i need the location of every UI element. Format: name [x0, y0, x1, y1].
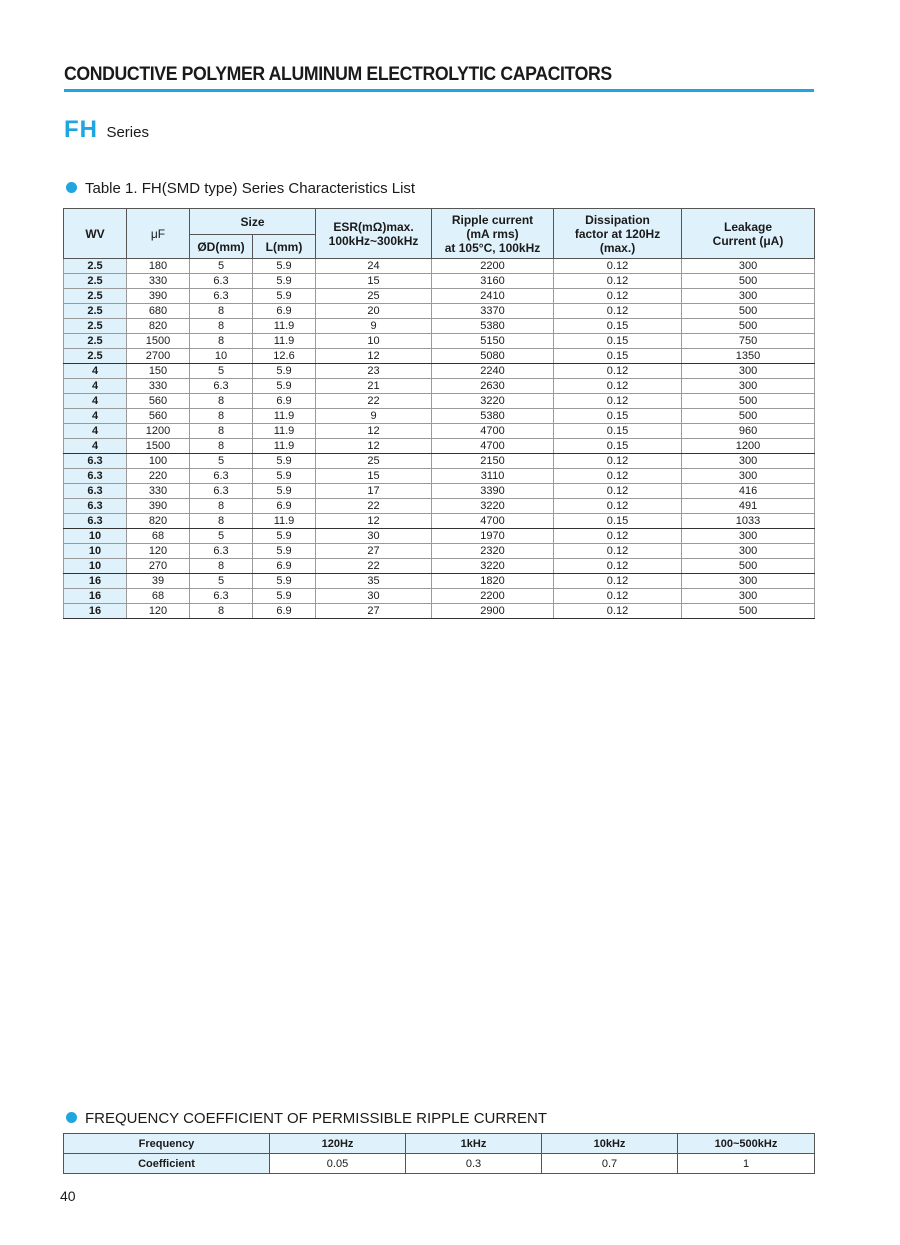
characteristics-body — [64, 259, 815, 619]
table-row — [64, 259, 815, 274]
cell-capacitance: 68 — [127, 529, 190, 544]
cell-length: 6.9 — [253, 499, 316, 514]
table-row — [64, 349, 815, 364]
series-code: FH — [64, 116, 98, 143]
table1-caption — [66, 180, 415, 197]
cell-df: 0.12 — [554, 364, 682, 379]
cell-length: 11.9 — [253, 334, 316, 349]
cell-esr: 22 — [316, 499, 432, 514]
cell-df: 0.15 — [554, 319, 682, 334]
freq-heading-text: FREQUENCY COEFFICIENT OF PERMISSIBLE RIPPLE CURRENT — [85, 1110, 548, 1127]
cell-wv: 10 — [64, 544, 127, 559]
cell-length: 12.6 — [253, 349, 316, 364]
cell-wv: 4 — [64, 379, 127, 394]
cell-esr: 22 — [316, 394, 432, 409]
cell-leakage: 500 — [682, 559, 815, 574]
cell-diameter: 5 — [190, 259, 253, 274]
cell-ripple: 3110 — [432, 469, 554, 484]
cell-capacitance: 560 — [127, 409, 190, 424]
cell-esr: 12 — [316, 514, 432, 529]
cell-esr: 21 — [316, 379, 432, 394]
coefficient-label: Coefficient — [64, 1154, 270, 1174]
cell-capacitance: 1500 — [127, 334, 190, 349]
cell-leakage: 1350 — [682, 349, 815, 364]
cell-leakage: 416 — [682, 484, 815, 499]
title-rule — [64, 89, 814, 92]
coefficient-cell: 0.05 — [270, 1154, 406, 1174]
cell-wv: 2.5 — [64, 319, 127, 334]
cell-length: 11.9 — [253, 514, 316, 529]
frequency-cell: 10kHz — [542, 1134, 678, 1154]
cell-diameter: 6.3 — [190, 379, 253, 394]
characteristics-table — [63, 208, 815, 619]
cell-esr: 12 — [316, 424, 432, 439]
cell-length: 5.9 — [253, 574, 316, 589]
cell-df: 0.12 — [554, 394, 682, 409]
cell-length: 5.9 — [253, 289, 316, 304]
cell-df: 0.15 — [554, 439, 682, 454]
cell-df: 0.12 — [554, 274, 682, 289]
table-row — [64, 469, 815, 484]
header-uf: μF — [127, 209, 190, 259]
cell-capacitance: 270 — [127, 559, 190, 574]
cell-wv: 16 — [64, 574, 127, 589]
cell-esr: 12 — [316, 349, 432, 364]
cell-capacitance: 120 — [127, 544, 190, 559]
cell-length: 5.9 — [253, 589, 316, 604]
cell-diameter: 8 — [190, 604, 253, 619]
table-row — [64, 364, 815, 379]
cell-leakage: 300 — [682, 364, 815, 379]
cell-diameter: 8 — [190, 409, 253, 424]
cell-ripple: 4700 — [432, 514, 554, 529]
table-row — [64, 274, 815, 289]
cell-capacitance: 390 — [127, 499, 190, 514]
cell-ripple: 5380 — [432, 409, 554, 424]
cell-wv: 4 — [64, 439, 127, 454]
cell-df: 0.12 — [554, 559, 682, 574]
cell-diameter: 5 — [190, 454, 253, 469]
cell-diameter: 8 — [190, 304, 253, 319]
table-row — [64, 304, 815, 319]
table-row — [64, 334, 815, 349]
freq-heading — [66, 1110, 547, 1127]
cell-ripple: 1970 — [432, 529, 554, 544]
cell-esr: 27 — [316, 604, 432, 619]
cell-leakage: 300 — [682, 529, 815, 544]
cell-ripple: 5150 — [432, 334, 554, 349]
coefficient-cell: 0.3 — [406, 1154, 542, 1174]
cell-diameter: 8 — [190, 439, 253, 454]
cell-wv: 6.3 — [64, 454, 127, 469]
cell-length: 5.9 — [253, 544, 316, 559]
frequency-label: Frequency — [64, 1134, 270, 1154]
cell-diameter: 5 — [190, 574, 253, 589]
header-esr — [316, 209, 432, 259]
cell-capacitance: 330 — [127, 484, 190, 499]
cell-capacitance: 680 — [127, 304, 190, 319]
cell-length: 5.9 — [253, 259, 316, 274]
cell-diameter: 8 — [190, 499, 253, 514]
cell-leakage: 750 — [682, 334, 815, 349]
cell-ripple: 3220 — [432, 559, 554, 574]
cell-diameter: 8 — [190, 514, 253, 529]
frequency-cell: 100~500kHz — [678, 1134, 815, 1154]
cell-capacitance: 100 — [127, 454, 190, 469]
bullet-icon — [66, 182, 77, 193]
cell-leakage: 1200 — [682, 439, 815, 454]
cell-capacitance: 330 — [127, 379, 190, 394]
cell-wv: 2.5 — [64, 289, 127, 304]
cell-capacitance: 390 — [127, 289, 190, 304]
cell-capacitance: 330 — [127, 274, 190, 289]
table-row — [64, 544, 815, 559]
cell-esr: 30 — [316, 589, 432, 604]
cell-diameter: 8 — [190, 559, 253, 574]
cell-capacitance: 560 — [127, 394, 190, 409]
cell-ripple: 2900 — [432, 604, 554, 619]
cell-leakage: 300 — [682, 589, 815, 604]
table-row — [64, 379, 815, 394]
frequency-row — [64, 1134, 815, 1154]
cell-wv: 16 — [64, 589, 127, 604]
cell-ripple: 3220 — [432, 499, 554, 514]
header-esr-line1: ESR(mΩ)max. — [333, 219, 414, 234]
table-row — [64, 574, 815, 589]
cell-wv: 6.3 — [64, 499, 127, 514]
cell-wv: 10 — [64, 559, 127, 574]
table-row — [64, 499, 815, 514]
cell-diameter: 8 — [190, 334, 253, 349]
cell-df: 0.15 — [554, 514, 682, 529]
cell-wv: 2.5 — [64, 304, 127, 319]
cell-length: 11.9 — [253, 319, 316, 334]
cell-wv: 2.5 — [64, 259, 127, 274]
cell-df: 0.12 — [554, 379, 682, 394]
cell-ripple: 4700 — [432, 424, 554, 439]
table-row — [64, 559, 815, 574]
cell-ripple: 3160 — [432, 274, 554, 289]
frequency-coefficient-table — [63, 1133, 815, 1174]
frequency-cell: 120Hz — [270, 1134, 406, 1154]
cell-wv: 4 — [64, 364, 127, 379]
cell-leakage: 500 — [682, 319, 815, 334]
cell-diameter: 6.3 — [190, 544, 253, 559]
cell-leakage: 1033 — [682, 514, 815, 529]
cell-ripple: 2150 — [432, 454, 554, 469]
cell-length: 5.9 — [253, 529, 316, 544]
cell-leakage: 300 — [682, 544, 815, 559]
cell-leakage: 500 — [682, 394, 815, 409]
coefficient-cell: 1 — [678, 1154, 815, 1174]
cell-capacitance: 220 — [127, 469, 190, 484]
frequency-cell: 1kHz — [406, 1134, 542, 1154]
cell-esr: 27 — [316, 544, 432, 559]
cell-leakage: 500 — [682, 604, 815, 619]
header-df — [554, 209, 682, 259]
table1-caption-text: Table 1. FH(SMD type) Series Characteristics List — [85, 180, 416, 197]
cell-leakage: 300 — [682, 574, 815, 589]
cell-wv: 2.5 — [64, 349, 127, 364]
cell-df: 0.12 — [554, 469, 682, 484]
cell-capacitance: 120 — [127, 604, 190, 619]
cell-diameter: 6.3 — [190, 289, 253, 304]
cell-ripple: 2630 — [432, 379, 554, 394]
header-leakage-line1: Leakage — [724, 219, 773, 234]
cell-capacitance: 2700 — [127, 349, 190, 364]
cell-ripple: 3390 — [432, 484, 554, 499]
cell-esr: 35 — [316, 574, 432, 589]
cell-wv: 4 — [64, 394, 127, 409]
cell-df: 0.12 — [554, 304, 682, 319]
cell-esr: 12 — [316, 439, 432, 454]
series-heading — [64, 116, 149, 144]
cell-df: 0.15 — [554, 424, 682, 439]
series-word: Series — [106, 124, 149, 141]
cell-df: 0.12 — [554, 574, 682, 589]
cell-diameter: 5 — [190, 529, 253, 544]
cell-leakage: 300 — [682, 454, 815, 469]
cell-esr: 23 — [316, 364, 432, 379]
cell-length: 6.9 — [253, 559, 316, 574]
cell-df: 0.12 — [554, 289, 682, 304]
header-ripple-line2: (mA rms) — [466, 226, 519, 241]
table-row — [64, 394, 815, 409]
cell-wv: 6.3 — [64, 469, 127, 484]
header-wv: WV — [64, 209, 127, 259]
table-row — [64, 409, 815, 424]
cell-length: 5.9 — [253, 364, 316, 379]
cell-df: 0.12 — [554, 454, 682, 469]
cell-wv: 10 — [64, 529, 127, 544]
cell-wv: 6.3 — [64, 484, 127, 499]
cell-diameter: 5 — [190, 364, 253, 379]
cell-leakage: 300 — [682, 379, 815, 394]
header-ripple-line1: Ripple current — [451, 212, 534, 227]
cell-esr: 10 — [316, 334, 432, 349]
cell-ripple: 5080 — [432, 349, 554, 364]
cell-esr: 9 — [316, 409, 432, 424]
header-length: L(mm) — [253, 235, 316, 259]
cell-leakage: 500 — [682, 304, 815, 319]
cell-df: 0.12 — [554, 259, 682, 274]
cell-length: 11.9 — [253, 424, 316, 439]
cell-df: 0.12 — [554, 484, 682, 499]
bullet-icon — [66, 1112, 77, 1123]
cell-length: 5.9 — [253, 379, 316, 394]
cell-capacitance: 820 — [127, 514, 190, 529]
cell-ripple: 2240 — [432, 364, 554, 379]
table-row — [64, 319, 815, 334]
cell-leakage: 491 — [682, 499, 815, 514]
cell-length: 11.9 — [253, 439, 316, 454]
cell-wv: 2.5 — [64, 274, 127, 289]
cell-diameter: 8 — [190, 319, 253, 334]
cell-ripple: 2200 — [432, 589, 554, 604]
cell-ripple: 3220 — [432, 394, 554, 409]
header-esr-line2: 100kHz~300kHz — [328, 233, 419, 248]
table-row — [64, 424, 815, 439]
cell-ripple: 4700 — [432, 439, 554, 454]
cell-df: 0.12 — [554, 529, 682, 544]
cell-length: 6.9 — [253, 604, 316, 619]
cell-diameter: 10 — [190, 349, 253, 364]
cell-esr: 20 — [316, 304, 432, 319]
cell-length: 5.9 — [253, 469, 316, 484]
cell-df: 0.12 — [554, 499, 682, 514]
cell-wv: 4 — [64, 409, 127, 424]
cell-df: 0.15 — [554, 409, 682, 424]
table-row — [64, 484, 815, 499]
cell-ripple: 2200 — [432, 259, 554, 274]
coefficient-cell: 0.7 — [542, 1154, 678, 1174]
cell-leakage: 500 — [682, 409, 815, 424]
cell-esr: 15 — [316, 274, 432, 289]
cell-capacitance: 180 — [127, 259, 190, 274]
cell-diameter: 8 — [190, 424, 253, 439]
cell-capacitance: 150 — [127, 364, 190, 379]
page-title: CONDUCTIVE POLYMER ALUMINUM ELECTROLYTIC CAPACITORS — [64, 64, 612, 85]
cell-length: 5.9 — [253, 274, 316, 289]
cell-wv: 6.3 — [64, 514, 127, 529]
cell-leakage: 300 — [682, 289, 815, 304]
cell-wv: 16 — [64, 604, 127, 619]
table-row — [64, 589, 815, 604]
table-row — [64, 604, 815, 619]
cell-ripple: 2410 — [432, 289, 554, 304]
coefficient-row — [64, 1154, 815, 1174]
cell-wv: 4 — [64, 424, 127, 439]
page-number: 40 — [60, 1188, 76, 1204]
cell-capacitance: 39 — [127, 574, 190, 589]
cell-df: 0.12 — [554, 544, 682, 559]
header-leakage-line2: Current (μA) — [712, 233, 784, 248]
cell-esr: 24 — [316, 259, 432, 274]
cell-df: 0.12 — [554, 589, 682, 604]
cell-diameter: 6.3 — [190, 274, 253, 289]
cell-df: 0.15 — [554, 334, 682, 349]
cell-leakage: 500 — [682, 274, 815, 289]
cell-leakage: 960 — [682, 424, 815, 439]
cell-length: 6.9 — [253, 394, 316, 409]
cell-esr: 17 — [316, 484, 432, 499]
cell-capacitance: 68 — [127, 589, 190, 604]
cell-length: 6.9 — [253, 304, 316, 319]
cell-diameter: 6.3 — [190, 484, 253, 499]
header-ripple — [432, 209, 554, 259]
table-row — [64, 514, 815, 529]
table-row — [64, 529, 815, 544]
cell-leakage: 300 — [682, 469, 815, 484]
table-row — [64, 439, 815, 454]
cell-esr: 22 — [316, 559, 432, 574]
cell-esr: 30 — [316, 529, 432, 544]
cell-ripple: 2320 — [432, 544, 554, 559]
cell-diameter: 6.3 — [190, 589, 253, 604]
cell-esr: 15 — [316, 469, 432, 484]
cell-diameter: 8 — [190, 394, 253, 409]
cell-esr: 25 — [316, 454, 432, 469]
cell-esr: 9 — [316, 319, 432, 334]
cell-capacitance: 1200 — [127, 424, 190, 439]
cell-df: 0.12 — [554, 604, 682, 619]
cell-diameter: 6.3 — [190, 469, 253, 484]
header-df-line2: factor at 120Hz — [574, 226, 661, 241]
cell-capacitance: 820 — [127, 319, 190, 334]
header-df-line1: Dissipation — [585, 212, 650, 227]
header-size: Size — [190, 209, 316, 235]
table-row — [64, 454, 815, 469]
cell-leakage: 300 — [682, 259, 815, 274]
cell-ripple: 1820 — [432, 574, 554, 589]
cell-ripple: 5380 — [432, 319, 554, 334]
cell-wv: 2.5 — [64, 334, 127, 349]
cell-df: 0.15 — [554, 349, 682, 364]
cell-length: 11.9 — [253, 409, 316, 424]
table-row — [64, 289, 815, 304]
cell-length: 5.9 — [253, 454, 316, 469]
header-ripple-line3: at 105°C, 100kHz — [444, 240, 541, 255]
header-leakage — [682, 209, 815, 259]
cell-ripple: 3370 — [432, 304, 554, 319]
cell-capacitance: 1500 — [127, 439, 190, 454]
cell-length: 5.9 — [253, 484, 316, 499]
header-df-line3: (max.) — [599, 240, 636, 255]
cell-esr: 25 — [316, 289, 432, 304]
header-diameter: ØD(mm) — [190, 235, 253, 259]
